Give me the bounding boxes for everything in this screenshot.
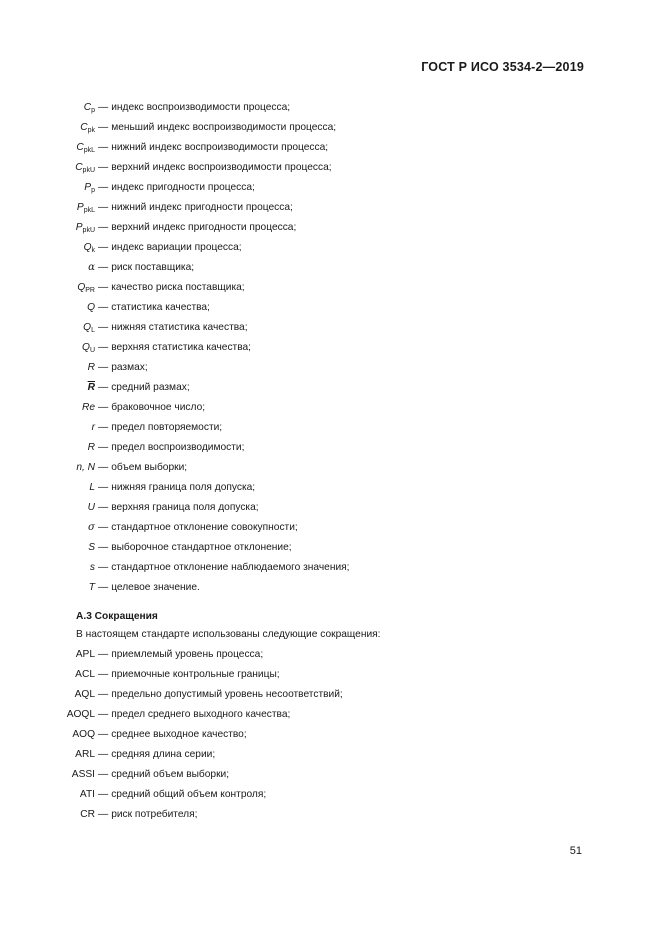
- definition-row: $C_{pkL}$ — нижний индекс воспроизводимости процесса;: [0, 138, 661, 158]
- symbol: Q: [87, 302, 95, 313]
- definition-row: $Q_U$ — верхняя статистика качества;: [0, 338, 661, 358]
- abbreviation: AOQL: [66, 709, 95, 720]
- symbol: $P_{pkL}$: [76, 202, 95, 214]
- symbols-list: [0, 98, 661, 598]
- definition-text: средний размах;: [111, 382, 190, 393]
- definition-text: качество риска поставщика;: [111, 282, 245, 293]
- symbol: L: [89, 482, 95, 493]
- definition-row: $P_{pkU}$ — верхний индекс пригодности процесса;: [0, 218, 661, 238]
- abbreviation: AOQ: [72, 729, 95, 740]
- symbol: σ: [88, 522, 95, 533]
- definition-row: $Q_L$ — нижняя статистика качества;: [0, 318, 661, 338]
- symbol: Re: [81, 402, 95, 413]
- abbreviation-text: приемлемый уровень процесса;: [111, 649, 264, 660]
- abbreviation-row: AOQL — предел среднего выходного качества;: [0, 705, 661, 725]
- definition-row: R — предел воспроизводимости;: [0, 438, 661, 458]
- symbol: S: [88, 542, 95, 553]
- definition-row: $C_{pkU}$ — верхний индекс воспроизводимости процесса;: [0, 158, 661, 178]
- symbol: n, N: [76, 462, 95, 473]
- definition-row: Q — статистика качества;: [0, 298, 661, 318]
- definition-row: R — размах;: [0, 358, 661, 378]
- definition-text: индекс воспроизводимости процесса;: [111, 102, 291, 113]
- definition-text: верхняя статистика качества;: [111, 342, 252, 353]
- abbreviation-row: ASSI — средний объем выборки;: [0, 765, 661, 785]
- symbol: U: [87, 502, 95, 513]
- definition-text: меньший индекс воспроизводимости процесса;: [111, 122, 337, 133]
- abbreviation-text: среднее выходное качество;: [111, 729, 247, 740]
- section-intro: В настоящем стандарте использованы следующие сокращения:: [76, 629, 381, 640]
- definition-row: s — стандартное отклонение наблюдаемого значения;: [0, 558, 661, 578]
- definition-row: $P_{pkL}$ — нижний индекс пригодности процесса;: [0, 198, 661, 218]
- definition-text: нижняя статистика качества;: [111, 322, 248, 333]
- symbol: $C_{pkU}$: [75, 162, 95, 174]
- page-number: 51: [569, 845, 582, 857]
- symbol: $C_{pkL}$: [76, 142, 95, 154]
- document-header: ГОСТ Р ИСО 3534-2—2019: [421, 60, 584, 74]
- definition-text: верхняя граница поля допуска;: [111, 502, 259, 513]
- abbreviation-row: APL — приемлемый уровень процесса;: [0, 645, 661, 665]
- abbreviation-text: средняя длина серии;: [111, 749, 216, 760]
- section-title: А.3 Сокращения: [76, 611, 158, 622]
- abbreviation: ATI: [79, 789, 95, 800]
- abbreviation-row: CR — риск потребителя;: [0, 805, 661, 825]
- abbreviation-row: AQL — предельно допустимый уровень несоответствий;: [0, 685, 661, 705]
- definition-text: целевое значение.: [111, 582, 200, 593]
- abbreviation: AQL: [74, 689, 95, 700]
- symbol: $P_{pkU}$: [75, 222, 95, 234]
- symbol: α: [88, 262, 95, 273]
- definition-text: выборочное стандартное отклонение;: [111, 542, 292, 553]
- symbol: $C_{pk}$: [80, 122, 95, 134]
- symbol: $Q_k$: [83, 242, 95, 254]
- definition-text: предел повторяемости;: [111, 422, 223, 433]
- abbreviation-text: предел среднего выходного качества;: [111, 709, 291, 720]
- definition-text: браковочное число;: [111, 402, 206, 413]
- definition-row: Re — браковочное число;: [0, 398, 661, 418]
- definition-row: r — предел повторяемости;: [0, 418, 661, 438]
- definition-row: U — верхняя граница поля допуска;: [0, 498, 661, 518]
- symbol: $Q_{PR}$: [77, 282, 95, 294]
- definition-row: $Q_{PR}$ — качество риска поставщика;: [0, 278, 661, 298]
- symbol: $C_p$: [83, 102, 95, 114]
- definition-row: $\overline{R}$ — средний размах;: [0, 378, 661, 398]
- definition-text: риск поставщика;: [111, 262, 195, 273]
- abbreviation-text: средний объем выборки;: [111, 769, 230, 780]
- symbol: R: [87, 362, 95, 373]
- definition-text: нижний индекс воспроизводимости процесса;: [111, 142, 329, 153]
- definition-row: L — нижняя граница поля допуска;: [0, 478, 661, 498]
- definition-text: верхний индекс пригодности процесса;: [111, 222, 297, 233]
- abbreviation: ASSI: [71, 769, 95, 780]
- abbreviation: APL: [75, 649, 95, 660]
- symbol: T: [88, 582, 95, 593]
- definition-row: $Q_k$ — индекс вариации процесса;: [0, 238, 661, 258]
- definition-text: верхний индекс воспроизводимости процесса;: [111, 162, 332, 173]
- definition-text: нижний индекс пригодности процесса;: [111, 202, 293, 213]
- abbreviation-row: ARL — средняя длина серии;: [0, 745, 661, 765]
- symbol: r: [91, 422, 95, 433]
- definition-row: σ — стандартное отклонение совокупности;: [0, 518, 661, 538]
- definition-text: индекс вариации процесса;: [111, 242, 242, 253]
- definition-text: объем выборки;: [111, 462, 188, 473]
- definition-text: стандартное отклонение совокупности;: [111, 522, 298, 533]
- abbreviation: CR: [80, 809, 95, 820]
- symbol: R: [87, 442, 95, 453]
- definition-text: нижняя граница поля допуска;: [111, 482, 256, 493]
- definition-row: $C_{pk}$ — меньший индекс воспроизводимости процесса;: [0, 118, 661, 138]
- abbreviation-text: средний общий объем контроля;: [111, 789, 267, 800]
- definition-row: $P_p$ — индекс пригодности процесса;: [0, 178, 661, 198]
- symbol: $Q_L$: [83, 322, 95, 334]
- abbreviation: ARL: [75, 749, 95, 760]
- definition-row: α — риск поставщика;: [0, 258, 661, 278]
- abbreviation-row: ATI — средний общий объем контроля;: [0, 785, 661, 805]
- definition-text: стандартное отклонение наблюдаемого значения;: [111, 562, 350, 573]
- definition-row: $C_p$ — индекс воспроизводимости процесса;: [0, 98, 661, 118]
- abbreviations-section: [0, 608, 661, 825]
- definition-text: индекс пригодности процесса;: [111, 182, 255, 193]
- abbreviation-text: риск потребителя;: [111, 809, 198, 820]
- symbol: $\overline{R}$: [87, 382, 95, 393]
- definition-row: S — выборочное стандартное отклонение;: [0, 538, 661, 558]
- definition-text: размах;: [111, 362, 148, 373]
- definition-row: T — целевое значение.: [0, 578, 661, 598]
- definition-text: предел воспроизводимости;: [111, 442, 245, 453]
- definition-row: n, N — объем выборки;: [0, 458, 661, 478]
- symbol: $Q_U$: [82, 342, 95, 354]
- abbreviation: ACL: [75, 669, 95, 680]
- abbreviation-text: предельно допустимый уровень несоответствий;: [111, 689, 343, 700]
- definition-text: статистика качества;: [111, 302, 210, 313]
- abbreviations-list: [0, 645, 661, 825]
- abbreviation-row: ACL — приемочные контрольные границы;: [0, 665, 661, 685]
- abbreviation-row: AOQ — среднее выходное качество;: [0, 725, 661, 745]
- symbol: s: [89, 562, 95, 573]
- abbreviation-text: приемочные контрольные границы;: [111, 669, 280, 680]
- symbol: $P_p$: [84, 182, 95, 194]
